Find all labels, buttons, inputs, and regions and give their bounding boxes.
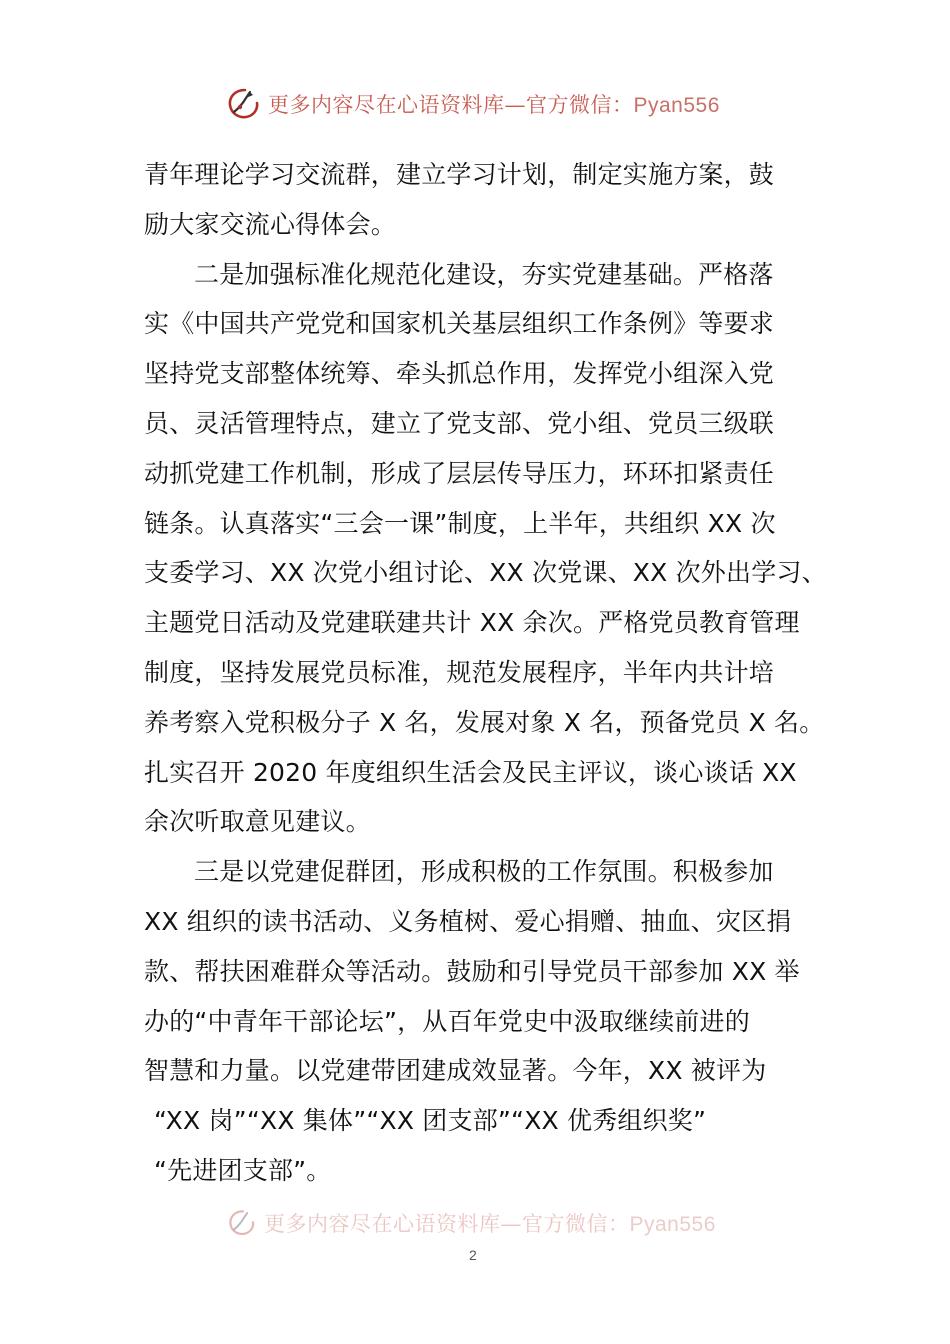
page-number: 2 [469, 1247, 477, 1263]
pen-swirl-logo-icon [226, 86, 264, 122]
body-line: 青年理论学习交流群，建立学习计划，制定实施方案，鼓 [144, 160, 775, 189]
body-line: 养考察入党积极分子 X 名，发展对象 X 名，预备党员 X 名。 [144, 707, 825, 737]
footer-watermark-id: Pyan556 [629, 1213, 716, 1236]
body-line: 实《中国共产党党和国家机关基层组织工作条例》等要求 [144, 309, 775, 339]
header-watermark-text: 更多内容尽在心语资料库—官方微信：Pyan556 [268, 93, 720, 117]
body-line: 主题党日活动及党建联建共计 XX 余次。严格党员教育管理 [144, 608, 800, 638]
body-line: 员、灵活管理特点，建立了党支部、党小组、党员三级联 [144, 408, 775, 438]
footer-watermark-text: 更多内容尽在心语资料库—官方微信：Pyan556 [264, 1212, 716, 1236]
body-line: 励大家交流心得体会。 [144, 209, 397, 239]
pen-swirl-logo-icon [226, 1208, 260, 1238]
body-line: 款、帮扶困难群众等活动。鼓励和引导党员干部参加 XX 举 [144, 956, 800, 986]
header-watermark [226, 84, 720, 124]
header-watermark-id: Pyan556 [633, 94, 720, 117]
body-line: XX 组织的读书活动、义务植树、爱心捐赠、抽血、灾区捐 [144, 906, 792, 936]
body-line: “先进团支部”。 [154, 1155, 332, 1185]
footer-watermark [226, 1208, 716, 1238]
body-line-paragraph-start: 三是以党建促群团，形成积极的工作氛围。积极参加 [194, 857, 774, 887]
body-line: 动抓党建工作机制，形成了层层传导压力，环环扣紧责任 [144, 458, 775, 488]
body-line: 余次听取意见建议。 [144, 807, 371, 837]
document-body [144, 150, 827, 1196]
body-line: 链条。认真落实“三会一课”制度，上半年，共组织 XX 次 [144, 508, 776, 538]
body-line: 扎实召开 2020 年度组织生活会及民主评议，谈心谈话 XX [144, 757, 797, 787]
body-line: 制度，坚持发展党员标准，规范发展程序，半年内共计培 [144, 657, 775, 687]
body-line: 智慧和力量。以党建带团建成效显著。今年，XX 被评为 [144, 1056, 767, 1086]
body-line: 坚持党支部整体统筹、牵头抓总作用，发挥党小组深入党 [144, 359, 775, 389]
body-line: 支委学习、XX 次党小组讨论、XX 次党课、XX 次外出学习、 [144, 558, 827, 588]
body-line-paragraph-start: 二是加强标准化规范化建设，夯实党建基础。严格落 [194, 259, 774, 289]
body-line: 办的“中青年干部论坛”，从百年党史中汲取继续前进的 [144, 1006, 750, 1036]
body-line: “XX 岗”“XX 集体”“XX 团支部”“XX 优秀组织奖” [154, 1106, 707, 1136]
